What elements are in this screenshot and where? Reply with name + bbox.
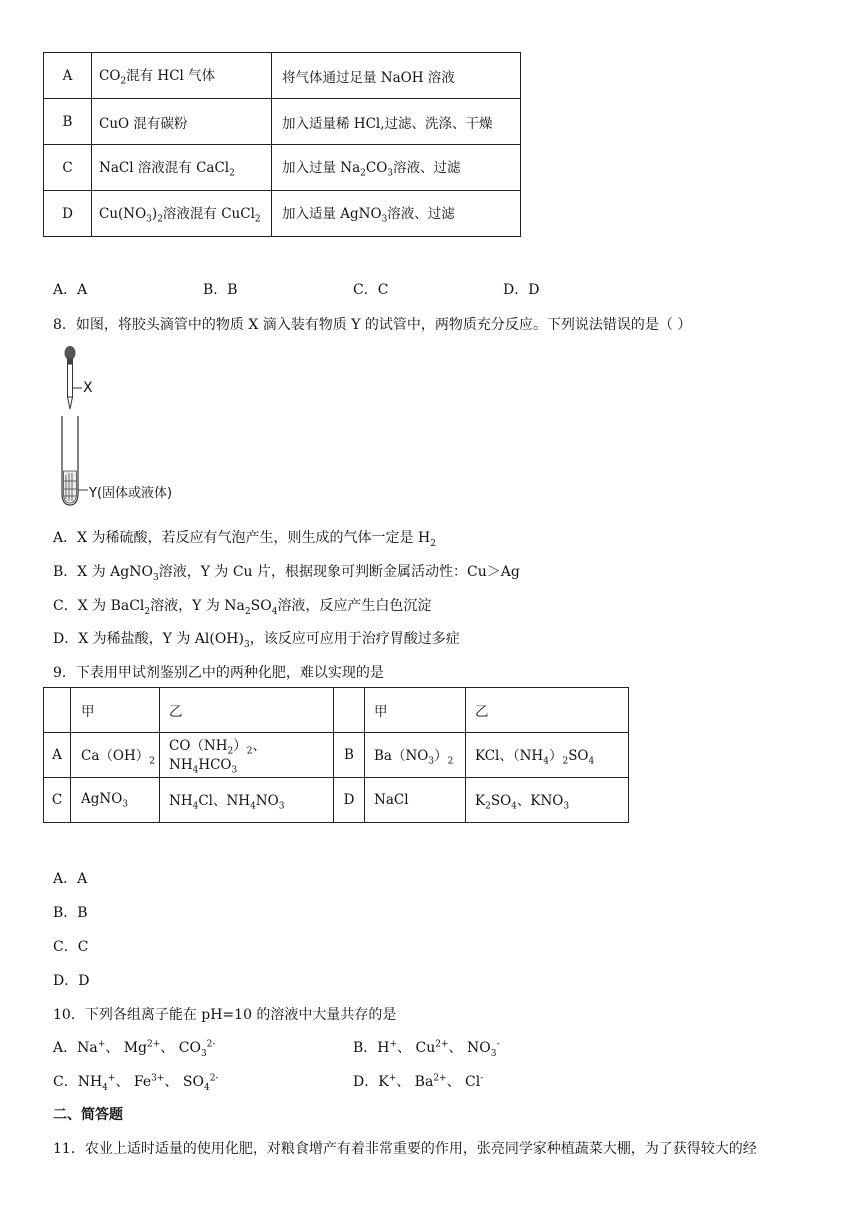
q7-option-b[interactable]: B．B xyxy=(203,282,238,298)
q7-option-d[interactable]: D．D xyxy=(503,282,540,298)
mixture-cell: $Cu(NO_3)_2$溶液混有 CuCl$_2$ xyxy=(92,191,272,237)
q9-option-b[interactable]: B．B xyxy=(53,905,88,921)
row-label: A xyxy=(44,53,92,99)
table-row xyxy=(44,733,629,778)
q8-option-a[interactable]: A．X 为稀硫酸，若反应有气泡产生，则生成的气体一定是 $H_2$ xyxy=(53,530,436,549)
table-row xyxy=(44,191,521,237)
row-label: A xyxy=(44,733,71,778)
figure-label-y: Y(固体或液体) xyxy=(89,486,173,501)
q7-option-a[interactable]: A．A xyxy=(53,282,88,298)
table-row xyxy=(44,145,521,191)
q7-option-c[interactable]: C．C xyxy=(353,282,389,298)
reagent-cell: $Ba(NO_3)_2$ xyxy=(365,733,466,778)
fertilizer-cell: KCl、$(NH_4)_2SO_4$ xyxy=(466,733,629,778)
q8-option-c[interactable]: C．X 为 BaCl$_2$溶液，Y 为 $Na_2SO_4$溶液，反应产生白色沉淀 xyxy=(53,598,432,617)
q10-stem: 10．下列各组离子能在 pH=10 的溶液中大量共存的是 xyxy=(53,1007,397,1023)
figure-label-x: X xyxy=(83,380,93,396)
table-row xyxy=(44,99,521,145)
q10-option-b[interactable]: B．H+、 $Cu^{2+}$、 $NO_3^-$ xyxy=(353,1039,500,1059)
row-label: D xyxy=(334,778,365,823)
q9-option-c[interactable]: C．C xyxy=(53,939,89,955)
header-yi: 乙 xyxy=(160,688,334,733)
fertilizer-cell: $K_2SO_4$、$KNO_3$ xyxy=(466,778,629,823)
row-label: C xyxy=(44,778,71,823)
method-cell: 加入适量 AgNO$_3$溶液、过滤 xyxy=(272,191,521,237)
q8-option-d[interactable]: D．X 为稀盐酸，Y 为 $Al(OH)_3$，该反应可应用于治疗胃酸过多症 xyxy=(53,631,460,650)
section-heading: 二、简答题 xyxy=(53,1107,123,1123)
row-label: B xyxy=(334,733,365,778)
reagent-cell: NaCl xyxy=(365,778,466,823)
q7-table xyxy=(43,52,521,237)
header-jia: 甲 xyxy=(365,688,466,733)
fertilizer-cell: $NH_4Cl$、$NH_4NO_3$ xyxy=(160,778,334,823)
table-row xyxy=(44,778,629,823)
q10-option-c[interactable]: C．$NH_4^+$、 $Fe^{3+}$、 $SO_4^{2-}$ xyxy=(53,1073,219,1093)
q9-stem: 9．下表用甲试剂鉴别乙中的两种化肥，难以实现的是 xyxy=(53,665,384,681)
method-cell: 加入适量稀 HCl,过滤、洗涤、干燥 xyxy=(272,99,521,145)
row-label: D xyxy=(44,191,92,237)
row-label: B xyxy=(44,99,92,145)
q9-option-d[interactable]: D．D xyxy=(53,973,90,989)
method-cell: 加入过量 $Na_2CO_3$溶液、过滤 xyxy=(272,145,521,191)
q10-option-d[interactable]: D．K+、 $Ba^{2+}$、 Cl- xyxy=(353,1073,484,1090)
q8-option-b[interactable]: B．X 为 AgNO$_3$溶液，Y 为 Cu 片，根据现象可判断金属活动性：Cu＞Ag xyxy=(53,564,520,583)
q9-option-a[interactable]: A．A xyxy=(53,871,88,887)
reagent-cell: $Ca(OH)_2$ xyxy=(71,733,160,778)
method-cell: 将气体通过足量 NaOH 溶液 xyxy=(272,53,521,99)
q9-table xyxy=(43,687,629,823)
q10-option-a[interactable]: A．Na+、 $Mg^{2+}$、 $CO_3^{2-}$ xyxy=(53,1039,216,1059)
mixture-cell: $CO_2$混有 HCl 气体 xyxy=(92,53,272,99)
header-jia: 甲 xyxy=(71,688,160,733)
q11-stem: 11．农业上适时适量的使用化肥，对粮食增产有着非常重要的作用，张亮同学家种植蔬菜大棚，为了获得较大的经 xyxy=(53,1141,757,1157)
table-row xyxy=(44,53,521,99)
q8-stem: 8．如图，将胶头滴管中的物质 X 滴入装有物质 Y 的试管中，两物质充分反应。下列说法错误的是（ ） xyxy=(53,317,692,333)
dropper-test-tube-figure xyxy=(52,343,222,511)
mixture-cell: NaCl 溶液混有 CaCl$_2$ xyxy=(92,145,272,191)
reagent-cell: AgNO$_3$ xyxy=(71,778,160,823)
mixture-cell: CuO 混有碳粉 xyxy=(92,99,272,145)
fertilizer-cell: $CO(NH_2)_2$、$NH_4HCO_3$ xyxy=(160,733,334,778)
row-label: C xyxy=(44,145,92,191)
table-row xyxy=(44,688,629,733)
header-yi: 乙 xyxy=(466,688,629,733)
